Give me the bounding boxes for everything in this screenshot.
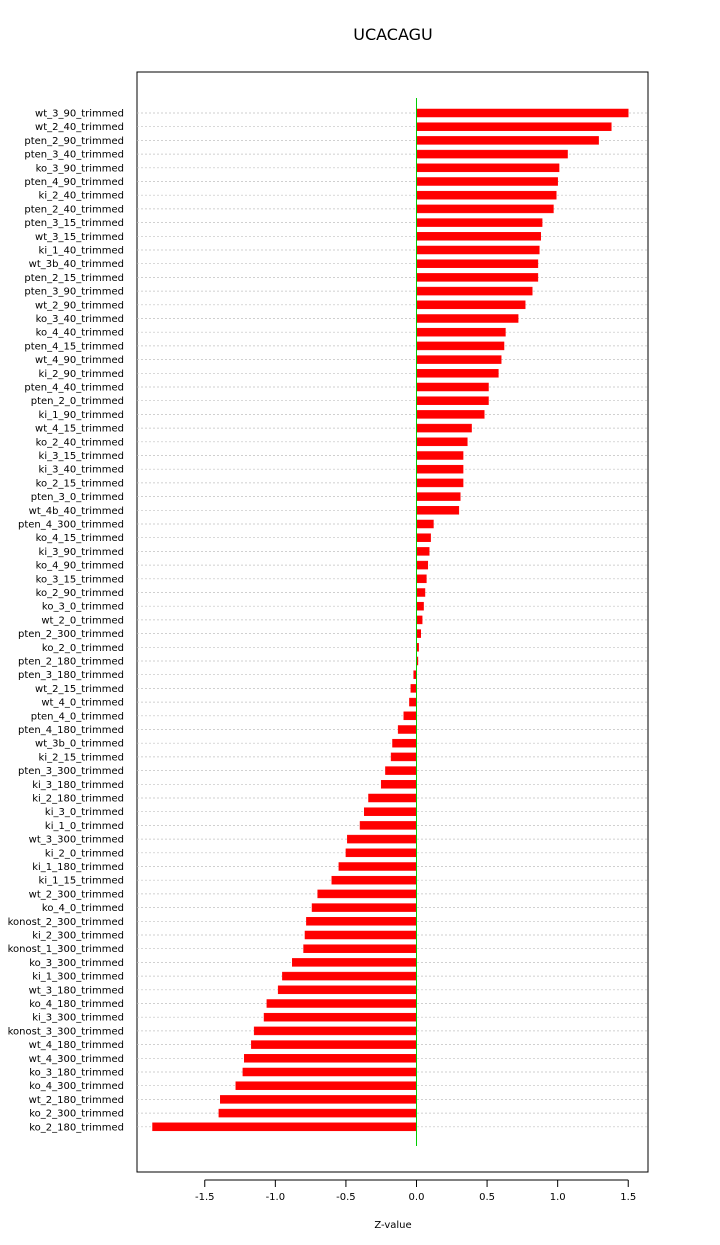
x-tick-label: -1.5 xyxy=(194,1192,215,1203)
bar xyxy=(369,794,417,802)
category-label: wt_3b_40_trimmed xyxy=(28,259,124,271)
category-label: wt_3b_0_trimmed xyxy=(35,738,124,750)
category-label: wt_4_0_trimmed xyxy=(41,697,124,709)
bar xyxy=(416,328,505,336)
category-label: ko_3_180_trimmed xyxy=(29,1067,124,1079)
category-label: pten_3_180_trimmed xyxy=(17,670,124,682)
category-label: wt_2_0_trimmed xyxy=(41,615,124,627)
bar xyxy=(416,397,488,405)
x-axis-label: Z-value xyxy=(374,1220,412,1231)
bar xyxy=(243,1068,417,1076)
category-label: ko_2_90_trimmed xyxy=(35,588,124,599)
x-tick-label: 1.5 xyxy=(620,1192,637,1203)
bar xyxy=(416,342,504,350)
bar xyxy=(220,1095,416,1103)
bar xyxy=(416,246,539,254)
category-label: ko_4_40_trimmed xyxy=(35,327,124,339)
bar xyxy=(416,602,423,610)
category-label: ko_4_90_trimmed xyxy=(35,560,124,572)
bar xyxy=(304,945,417,953)
bar xyxy=(398,726,416,734)
category-label: ko_4_180_trimmed xyxy=(29,999,124,1010)
category-label: wt_3_180_trimmed xyxy=(28,985,124,997)
bar xyxy=(312,904,416,912)
bar xyxy=(385,767,416,775)
category-label: pten_4_300_trimmed xyxy=(17,519,124,531)
category-label: ki_1_90_trimmed xyxy=(38,409,124,421)
category-label: pten_4_180_trimmed xyxy=(17,725,124,736)
category-label: ko_3_0_trimmed xyxy=(41,601,124,613)
bar xyxy=(416,438,467,446)
category-label: wt_2_300_trimmed xyxy=(28,889,124,901)
bar xyxy=(416,287,532,295)
bar xyxy=(416,315,518,323)
category-label: konost_2_300_trimmed xyxy=(7,916,124,928)
bar xyxy=(416,164,559,172)
bar xyxy=(318,890,417,898)
category-label: ki_2_300_trimmed xyxy=(32,930,124,942)
category-labels xyxy=(8,109,124,1134)
category-label: ko_4_300_trimmed xyxy=(29,1081,124,1093)
category-label: pten_2_90_trimmed xyxy=(24,135,124,147)
bar xyxy=(416,191,556,199)
bar xyxy=(404,712,417,720)
category-label: ko_2_180_trimmed xyxy=(29,1122,124,1134)
bar xyxy=(282,972,416,980)
bar xyxy=(416,575,426,583)
category-label: pten_2_15_trimmed xyxy=(24,272,124,284)
bar xyxy=(251,1041,416,1049)
category-label: wt_2_180_trimmed xyxy=(28,1094,124,1106)
x-tick-label: -0.5 xyxy=(336,1192,356,1203)
category-label: konost_3_300_trimmed xyxy=(7,1026,124,1038)
bar xyxy=(416,273,537,281)
category-label: ko_2_15_trimmed xyxy=(35,478,124,490)
bar xyxy=(416,452,463,460)
bar xyxy=(416,520,433,528)
category-label: wt_2_15_trimmed xyxy=(35,683,124,695)
category-label: ki_1_15_trimmed xyxy=(38,875,124,887)
category-label: pten_4_40_trimmed xyxy=(24,382,124,394)
category-label: ki_2_180_trimmed xyxy=(32,793,124,805)
category-label: ki_1_0_trimmed xyxy=(44,820,124,832)
category-label: ki_2_0_trimmed xyxy=(44,848,124,860)
category-label: ko_2_40_trimmed xyxy=(35,437,124,449)
bar xyxy=(416,506,458,514)
category-label: ko_2_0_trimmed xyxy=(41,642,124,654)
bar xyxy=(391,753,416,761)
bar xyxy=(416,534,430,542)
category-label: pten_3_90_trimmed xyxy=(24,286,124,298)
category-label: wt_4b_40_trimmed xyxy=(28,505,124,517)
category-label: pten_3_0_trimmed xyxy=(30,492,124,504)
category-label: wt_3_90_trimmed xyxy=(35,108,124,120)
category-label: ki_3_300_trimmed xyxy=(32,1012,124,1024)
category-label: ki_2_90_trimmed xyxy=(38,368,124,380)
bar xyxy=(416,205,553,213)
bar xyxy=(360,821,416,829)
category-label: pten_3_15_trimmed xyxy=(24,218,124,230)
category-label: ko_4_0_trimmed xyxy=(41,903,124,915)
x-axis xyxy=(195,1180,636,1203)
bar xyxy=(416,136,598,144)
category-label: ko_3_90_trimmed xyxy=(35,163,124,175)
bar xyxy=(416,424,471,432)
bar xyxy=(416,369,498,377)
x-tick-label: 0.5 xyxy=(479,1192,496,1203)
category-label: ki_1_300_trimmed xyxy=(32,971,124,983)
bar xyxy=(416,356,501,364)
bar xyxy=(409,698,416,706)
bar xyxy=(416,123,611,131)
bar xyxy=(416,109,628,117)
category-label: wt_2_40_trimmed xyxy=(35,122,124,134)
bar xyxy=(306,917,416,925)
category-label: wt_4_180_trimmed xyxy=(28,1040,124,1052)
category-label: ki_3_180_trimmed xyxy=(32,779,124,791)
bar xyxy=(219,1109,417,1117)
category-label: pten_3_40_trimmed xyxy=(24,149,124,161)
category-label: ki_3_0_trimmed xyxy=(44,807,124,819)
x-tick-label: 0.0 xyxy=(408,1192,425,1203)
bar xyxy=(347,835,416,843)
category-label: wt_4_15_trimmed xyxy=(35,423,124,435)
bar xyxy=(381,780,416,788)
category-label: pten_4_90_trimmed xyxy=(24,177,124,188)
bar xyxy=(346,849,417,857)
bar xyxy=(416,219,542,227)
category-label: wt_4_300_trimmed xyxy=(28,1053,124,1065)
bar xyxy=(393,739,417,747)
bar xyxy=(278,986,416,994)
category-label: ki_2_15_trimmed xyxy=(38,752,124,764)
category-label: ko_4_15_trimmed xyxy=(35,533,124,545)
category-label: konost_1_300_trimmed xyxy=(7,944,124,956)
category-label: ki_2_40_trimmed xyxy=(38,190,124,202)
chart-title: UCACAGU xyxy=(353,25,433,44)
category-label: ki_1_180_trimmed xyxy=(32,862,124,873)
bar xyxy=(153,1123,417,1131)
bar xyxy=(236,1082,417,1090)
category-label: wt_3_15_trimmed xyxy=(35,231,124,243)
bar xyxy=(292,958,416,966)
bar xyxy=(416,232,540,240)
x-tick-label: -1.0 xyxy=(265,1192,286,1203)
category-label: pten_4_0_trimmed xyxy=(30,711,124,723)
bar xyxy=(332,876,417,884)
bar xyxy=(244,1054,416,1062)
category-label: wt_3_300_trimmed xyxy=(28,834,124,846)
bar xyxy=(416,301,525,309)
bar xyxy=(267,1000,417,1008)
bar xyxy=(416,630,420,638)
category-label: ki_3_15_trimmed xyxy=(38,451,124,462)
category-label: pten_2_40_trimmed xyxy=(24,204,124,216)
bar xyxy=(416,410,484,418)
bar xyxy=(305,931,417,939)
bar xyxy=(339,863,417,871)
bar xyxy=(416,616,422,624)
bar xyxy=(416,493,460,501)
bar xyxy=(411,684,417,692)
bar xyxy=(364,808,416,816)
category-label: wt_2_90_trimmed xyxy=(35,300,124,312)
category-label: pten_2_180_trimmed xyxy=(17,656,124,668)
bar xyxy=(416,561,427,569)
bar xyxy=(416,465,463,473)
category-label: pten_3_300_trimmed xyxy=(17,766,124,778)
bar xyxy=(264,1013,416,1021)
category-label: ki_1_40_trimmed xyxy=(38,245,124,257)
x-tick-label: 1.0 xyxy=(549,1192,566,1203)
bar xyxy=(416,150,567,158)
bar xyxy=(416,178,557,186)
bar xyxy=(416,589,424,597)
bar xyxy=(254,1027,416,1035)
category-label: pten_2_0_trimmed xyxy=(30,396,124,408)
bar xyxy=(416,383,488,391)
category-label: ko_3_40_trimmed xyxy=(35,314,124,325)
category-label: ko_2_300_trimmed xyxy=(29,1108,124,1120)
category-label: wt_4_90_trimmed xyxy=(35,355,124,367)
category-label: ko_3_300_trimmed xyxy=(29,957,124,969)
bar xyxy=(416,260,537,268)
category-label: pten_2_300_trimmed xyxy=(17,629,124,641)
category-label: ko_3_15_trimmed xyxy=(35,574,124,586)
bar xyxy=(416,479,463,487)
category-label: ki_3_90_trimmed xyxy=(38,546,124,558)
bar xyxy=(416,547,429,555)
category-label: ki_3_40_trimmed xyxy=(38,464,124,476)
category-label: pten_4_15_trimmed xyxy=(24,341,124,353)
